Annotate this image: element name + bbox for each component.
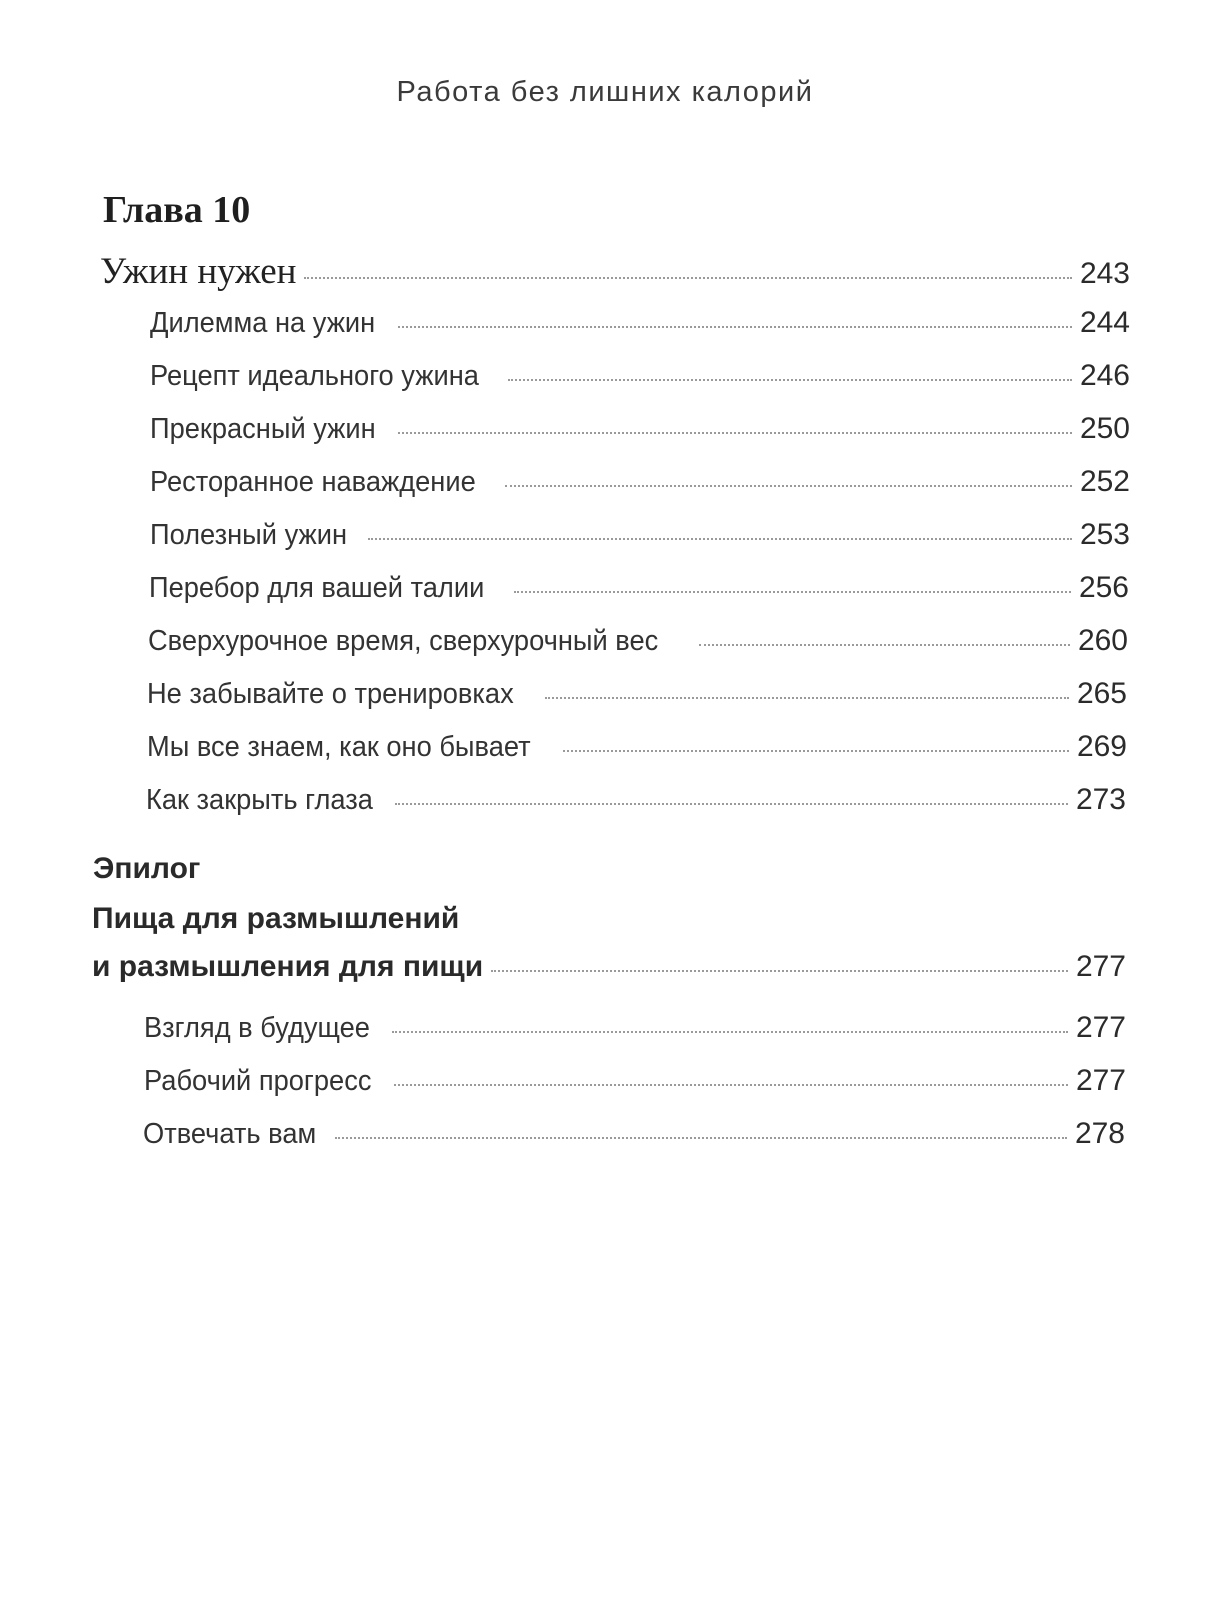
toc-entry[interactable] bbox=[150, 359, 1130, 403]
toc-entry[interactable] bbox=[144, 1064, 1126, 1108]
running-head: Работа без лишних калорий bbox=[396, 76, 814, 108]
epilog-title-line-1: Пища для размышлений bbox=[92, 902, 460, 935]
toc-entry-title: Дилемма на ужин bbox=[150, 307, 376, 339]
toc-page-number: 265 bbox=[1076, 677, 1127, 710]
dot-leader bbox=[699, 644, 1070, 646]
toc-entry[interactable] bbox=[144, 1011, 1126, 1055]
toc-page-number: 250 bbox=[1079, 412, 1130, 445]
dot-leader bbox=[394, 1084, 1068, 1086]
toc-entry-title: Ресторанное наваждение bbox=[150, 466, 476, 498]
toc-entry-title: Рецепт идеального ужина bbox=[150, 360, 479, 392]
toc-entry-title: Мы все знаем, как оно бывает bbox=[147, 731, 531, 763]
toc-entry-title: Как закрыть глаза bbox=[146, 784, 373, 816]
toc-entry-title: и размышления для пищи bbox=[92, 950, 484, 983]
toc-epilog-title-row[interactable] bbox=[92, 950, 1126, 994]
toc-page-number: 278 bbox=[1074, 1117, 1125, 1150]
toc-entry[interactable] bbox=[143, 1117, 1125, 1161]
toc-page-number: 243 bbox=[1079, 257, 1130, 290]
epilog-label: Эпилог bbox=[93, 852, 201, 885]
toc-entry-title: Отвечать вам bbox=[143, 1118, 317, 1150]
chapter-label: Глава 10 bbox=[103, 189, 251, 231]
dot-leader bbox=[392, 1031, 1068, 1033]
toc-page-number: 269 bbox=[1076, 730, 1127, 763]
dot-leader bbox=[508, 379, 1072, 381]
dot-leader bbox=[545, 697, 1069, 699]
toc-entry-title: Не забывайте о тренировках bbox=[147, 678, 514, 710]
toc-entry-title: Прекрасный ужин bbox=[150, 413, 376, 445]
dot-leader bbox=[368, 538, 1072, 540]
toc-entry[interactable] bbox=[150, 518, 1130, 562]
dot-leader bbox=[491, 970, 1068, 972]
toc-page-number: 273 bbox=[1075, 783, 1126, 816]
toc-page-number: 256 bbox=[1078, 571, 1129, 604]
dot-leader bbox=[304, 277, 1071, 279]
toc-page-number: 253 bbox=[1079, 518, 1130, 551]
toc-entry-title: Ужин нужен bbox=[100, 251, 297, 292]
toc-entry[interactable] bbox=[148, 624, 1128, 668]
toc-page-number: 252 bbox=[1079, 465, 1130, 498]
toc-entry-title: Взгляд в будущее bbox=[144, 1012, 370, 1044]
dot-leader bbox=[335, 1137, 1067, 1139]
toc-page-number: 277 bbox=[1075, 1011, 1126, 1044]
toc-entry-title: Перебор для вашей талии bbox=[149, 572, 485, 604]
dot-leader bbox=[395, 803, 1068, 805]
toc-entry[interactable] bbox=[147, 730, 1127, 774]
toc-page-number: 277 bbox=[1075, 1064, 1126, 1097]
toc-page-number: 244 bbox=[1079, 306, 1130, 339]
toc-entry[interactable] bbox=[150, 412, 1130, 456]
dot-leader bbox=[398, 326, 1072, 328]
dot-leader bbox=[563, 750, 1069, 752]
toc-page-number: 246 bbox=[1079, 359, 1130, 392]
toc-entry-title: Полезный ужин bbox=[150, 519, 348, 551]
toc-entry[interactable] bbox=[146, 783, 1126, 827]
toc-entry[interactable] bbox=[150, 465, 1130, 509]
toc-page-number: 260 bbox=[1077, 624, 1128, 657]
toc-entry[interactable] bbox=[147, 677, 1127, 721]
dot-leader bbox=[505, 485, 1072, 487]
toc-entry-title: Сверхурочное время, сверхурочный вес bbox=[148, 625, 659, 657]
toc-entry[interactable] bbox=[149, 571, 1129, 615]
dot-leader bbox=[514, 591, 1071, 593]
dot-leader bbox=[398, 432, 1072, 434]
toc-entry-title: Рабочий прогресс bbox=[144, 1065, 372, 1097]
toc-page-number: 277 bbox=[1075, 950, 1126, 983]
toc-entry[interactable] bbox=[150, 306, 1130, 350]
toc-chapter-title-row[interactable] bbox=[100, 250, 1130, 294]
